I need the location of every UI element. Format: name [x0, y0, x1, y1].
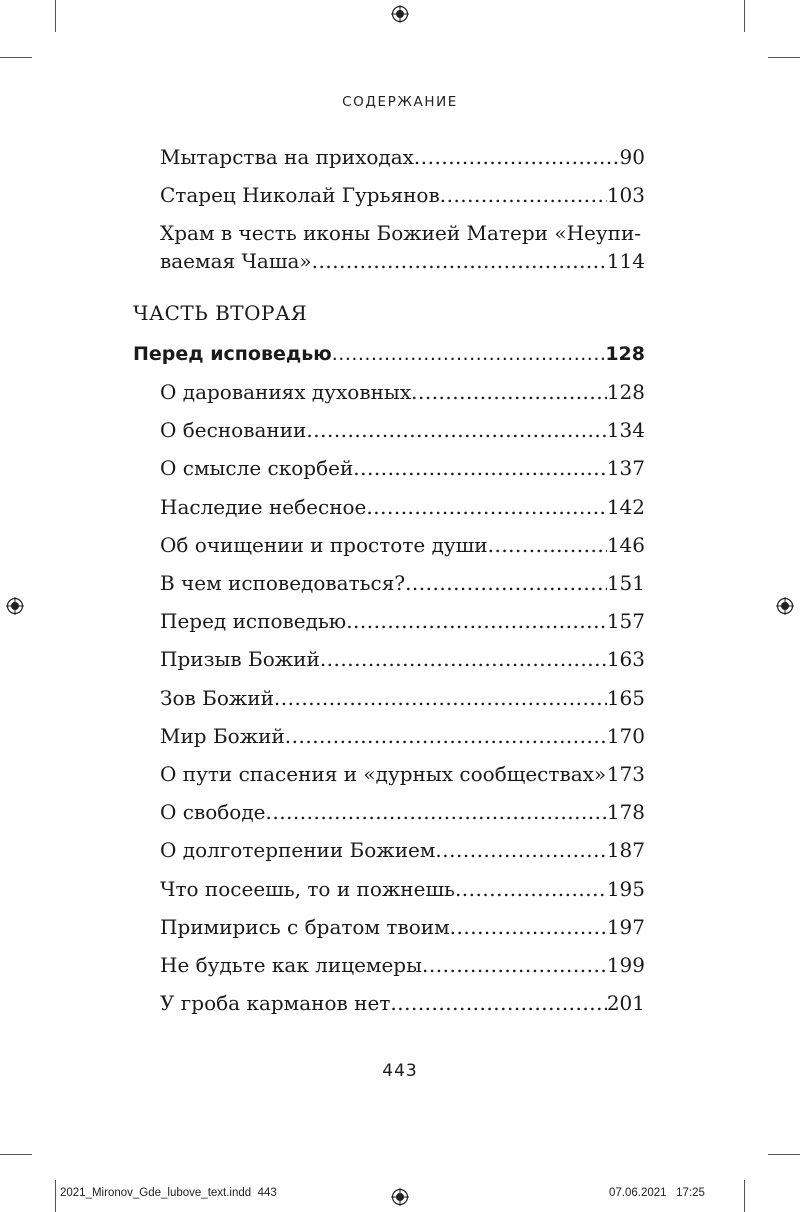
registration-mark-top-icon	[391, 5, 409, 23]
toc-entry-title: Об очищении и простоте души	[160, 532, 488, 557]
slug-file: 2021_Mironov_Gde_lubove_text.indd	[60, 1187, 252, 1199]
toc-leader	[488, 530, 607, 560]
toc-leader	[422, 950, 607, 980]
toc-leader	[353, 453, 607, 483]
toc-entry-title: Старец Николай Гурьянов	[160, 183, 440, 207]
toc-entry	[160, 180, 645, 210]
registration-mark-left-icon	[6, 597, 24, 615]
toc-entry-page: 142	[606, 494, 645, 519]
toc-entry-page: 90	[619, 145, 645, 169]
toc-entry	[160, 142, 645, 172]
toc-entry	[160, 644, 645, 674]
toc-entry-title: О пути спасения и «дурных сообществах»	[160, 762, 607, 786]
toc-leader	[405, 568, 607, 598]
toc-entry-page: 201	[606, 991, 645, 1016]
crop-mark-left-bottom	[0, 1154, 32, 1155]
toc-entry-page: 137	[606, 456, 645, 481]
registration-mark-bottom-icon	[391, 1188, 409, 1206]
toc-entry-page: 146	[606, 532, 645, 557]
page-number: 443	[382, 1061, 418, 1081]
toc-entry	[160, 492, 645, 522]
registration-mark-right-icon	[776, 597, 794, 615]
toc-leader	[390, 988, 606, 1018]
toc-entry-title: О бесновании	[160, 418, 307, 443]
toc-section-title: Перед исповедью	[133, 343, 332, 365]
toc-leader	[366, 492, 606, 522]
toc-entry-title: О дарованиях духовных	[160, 380, 412, 404]
toc-entry-page: 165	[606, 685, 645, 710]
toc-entry	[160, 415, 645, 445]
running-head: СОДЕРЖАНИЕ	[342, 94, 458, 110]
toc-entry-page: 195	[606, 876, 645, 901]
toc-entry-title: Призыв Божий	[160, 647, 320, 672]
toc-entry	[160, 568, 645, 598]
toc-entry-title: О долготерпении Божием	[160, 838, 436, 863]
toc-entry-page: 134	[606, 418, 645, 443]
toc-entry-title: Не будьте как лицемеры	[160, 953, 423, 977]
toc-entry-page: 170	[606, 723, 645, 748]
toc-entry	[160, 874, 645, 904]
toc-leader	[320, 644, 607, 674]
toc-leader	[455, 874, 607, 904]
toc-leader	[411, 377, 607, 407]
toc-entry	[160, 759, 645, 789]
toc-leader	[312, 246, 607, 276]
toc-entry-wrapped-line1: Храм в честь иконы Божией Матери «Неупи-	[160, 221, 642, 245]
toc-entry	[160, 721, 645, 751]
toc-leader	[435, 835, 606, 865]
toc-entry-page: 178	[606, 800, 645, 825]
toc-entry-title: Мир Божий	[160, 723, 285, 748]
toc-entry	[160, 453, 645, 483]
toc-entry	[160, 377, 645, 407]
toc-entry-title: Что посеешь, то и пожнешь	[160, 876, 455, 901]
toc-entry-title: У гроба карманов нет	[160, 991, 391, 1016]
toc-leader	[266, 797, 607, 827]
toc-entry-title: Зов Божий	[160, 685, 274, 710]
toc-entry-title: О смысле скорбей	[160, 456, 354, 481]
toc-entry	[160, 912, 645, 942]
crop-mark-bottom-right	[744, 1180, 745, 1212]
toc-entry-page: 163	[606, 647, 645, 672]
toc-entry-title: Перед исповедью	[160, 609, 347, 634]
toc-leader	[440, 180, 607, 210]
toc-entry-page: 199	[606, 953, 645, 977]
toc-leader	[285, 721, 607, 751]
toc-leader	[346, 606, 607, 636]
toc-entry-page: 173	[606, 762, 645, 786]
toc-leader	[414, 142, 620, 172]
slug-date	[609, 1187, 705, 1199]
toc-entry-title: ваемая Чаша»	[160, 249, 312, 273]
slug-date-value: 07.06.2021	[609, 1187, 667, 1199]
toc-entry-title: О свободе	[160, 800, 266, 825]
toc-entry-page: 151	[606, 571, 645, 595]
toc-entry-page: 114	[606, 249, 645, 273]
toc-entry	[160, 797, 645, 827]
toc-entry-title: Мытарства на приходах	[160, 145, 414, 169]
toc-entry	[160, 950, 645, 980]
toc-entry-page: 128	[606, 380, 645, 404]
toc-leader	[332, 339, 606, 369]
toc-entry	[160, 683, 645, 713]
slug-time-value: 17:25	[676, 1187, 705, 1199]
toc-leader	[450, 912, 607, 942]
toc-entry-page: 157	[606, 609, 645, 634]
toc-entry	[160, 988, 645, 1018]
crop-mark-right-top	[768, 57, 800, 58]
toc-entry-title: В чем исповедоваться?	[160, 571, 406, 595]
toc-entry	[160, 530, 645, 560]
crop-mark-bottom-left	[55, 1180, 56, 1212]
toc-entry-page: 197	[606, 914, 645, 939]
part-title: ЧАСТЬ ВТОРАЯ	[133, 301, 308, 325]
slug-file-page: 443	[257, 1187, 277, 1199]
crop-mark-left-top	[0, 57, 32, 58]
toc-section	[133, 339, 645, 369]
toc-leader	[306, 415, 606, 445]
toc-section-page: 128	[605, 343, 645, 365]
toc-entry-page: 187	[606, 838, 645, 863]
toc-entry-page: 103	[606, 183, 645, 207]
toc-leader	[274, 683, 607, 713]
toc-entry	[160, 606, 645, 636]
crop-mark-right-bottom	[768, 1154, 800, 1155]
crop-mark-top-left	[55, 0, 56, 32]
toc-entry	[160, 246, 645, 276]
slug-file-name	[60, 1187, 277, 1199]
toc-entry-title: Наследие небесное	[160, 494, 367, 519]
toc-entry	[160, 835, 645, 865]
crop-mark-top-right	[744, 0, 745, 32]
toc-entry-title: Примирись с братом твоим	[160, 914, 450, 939]
